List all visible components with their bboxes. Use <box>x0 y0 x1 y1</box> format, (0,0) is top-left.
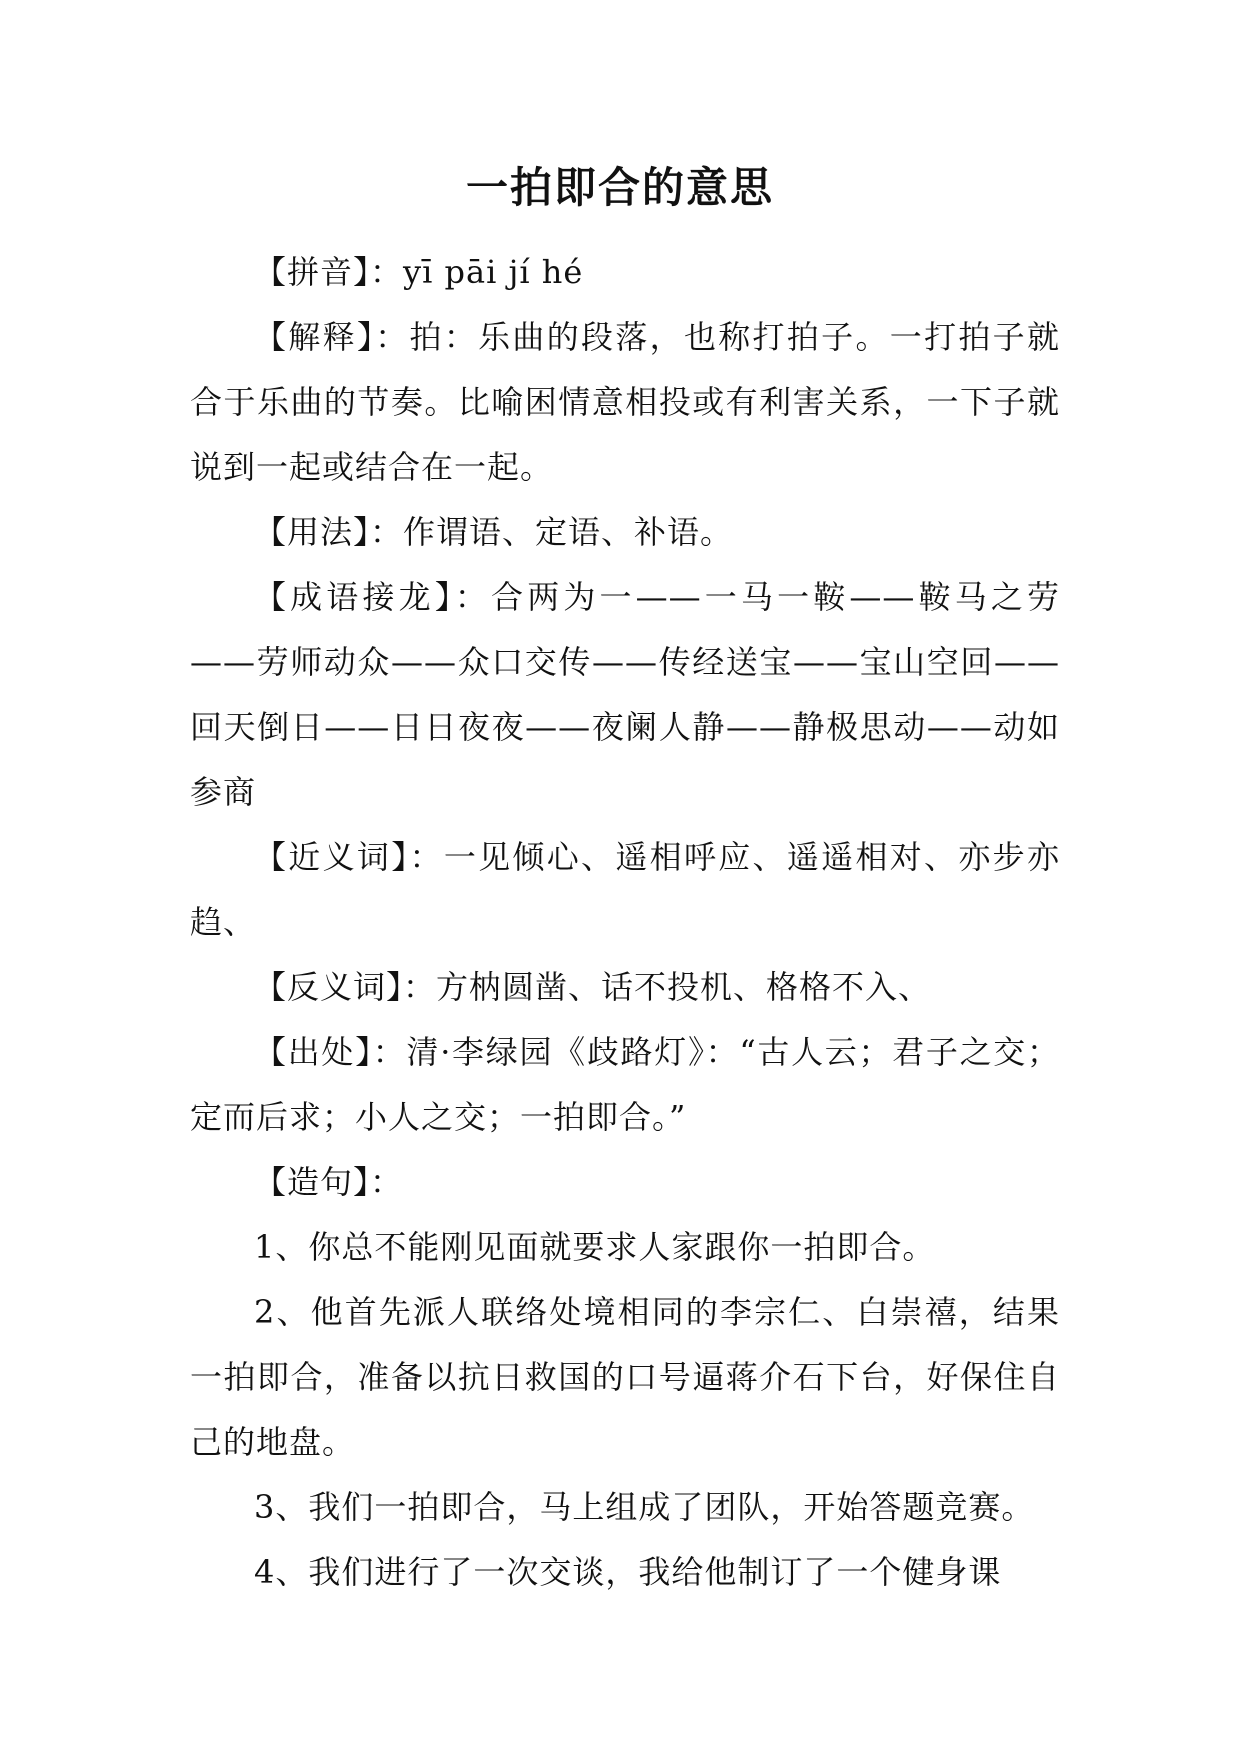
section-content: ：一见倾心、遥相呼应、遥遥相对、亦步亦趋、 <box>190 838 1060 941</box>
example-sentence-4: 4、我们进行了一次交谈，我给他制订了一个健身课 <box>254 1553 1002 1591</box>
section-source <box>190 1020 1060 1150</box>
section-usage <box>190 500 1060 565</box>
section-synonyms <box>190 825 1060 955</box>
section-content: ：拍：乐曲的段落，也称打拍子。一打拍子就合于乐曲的节奏。比喻困情意相投或有利害关系，一下子就说到一起或结合在一起。 <box>190 318 1060 486</box>
section-content: ：清·李绿园《歧路灯》：“古人云；君子之交；定而后求；小人之交；一拍即合。” <box>190 1033 1060 1136</box>
section-label: 【用法】 <box>254 513 371 551</box>
example-sentence-2: 2、他首先派人联络处境相同的李宗仁、白崇禧，结果一拍即合，准备以抗日救国的口号逼蒋介石下台，好保住自己的地盘。 <box>190 1293 1060 1461</box>
section-label: 【近义词】 <box>254 838 410 876</box>
section-label: 【解释】 <box>254 318 376 356</box>
section-content: ：方枘圆凿、话不投机、格格不入、 <box>403 968 932 1006</box>
section-explanation <box>190 305 1060 500</box>
section-label: 【造句】 <box>254 1163 371 1201</box>
section-pinyin <box>190 240 1060 305</box>
section-label: 【成语接龙】 <box>254 578 455 616</box>
section-idiom-chain <box>190 565 1060 825</box>
example-sentence-3: 3、我们一拍即合，马上组成了团队，开始答题竞赛。 <box>254 1488 1035 1526</box>
section-content: ：yī pāi jí hé <box>370 253 584 291</box>
section-label: 【出处】 <box>254 1033 373 1071</box>
section-content: ：合两为一——一马一鞍——鞍马之劳——劳师动众——众口交传——传经送宝——宝山空回——回天倒日——日日夜夜——夜阑人静——静极思动——动如参商 <box>190 578 1060 811</box>
section-content: ： <box>370 1163 404 1201</box>
document-body <box>190 240 1060 1605</box>
section-label: 【反义词】 <box>254 968 404 1006</box>
section-content: ：作谓语、定语、补语。 <box>370 513 734 551</box>
section-examples-heading <box>190 1150 1060 1215</box>
section-antonyms <box>190 955 1060 1020</box>
page-title: 一拍即合的意思 <box>465 163 774 212</box>
section-label: 【拼音】 <box>254 253 371 291</box>
example-sentence-1: 1、你总不能刚见面就要求人家跟你一拍即合。 <box>254 1228 936 1266</box>
